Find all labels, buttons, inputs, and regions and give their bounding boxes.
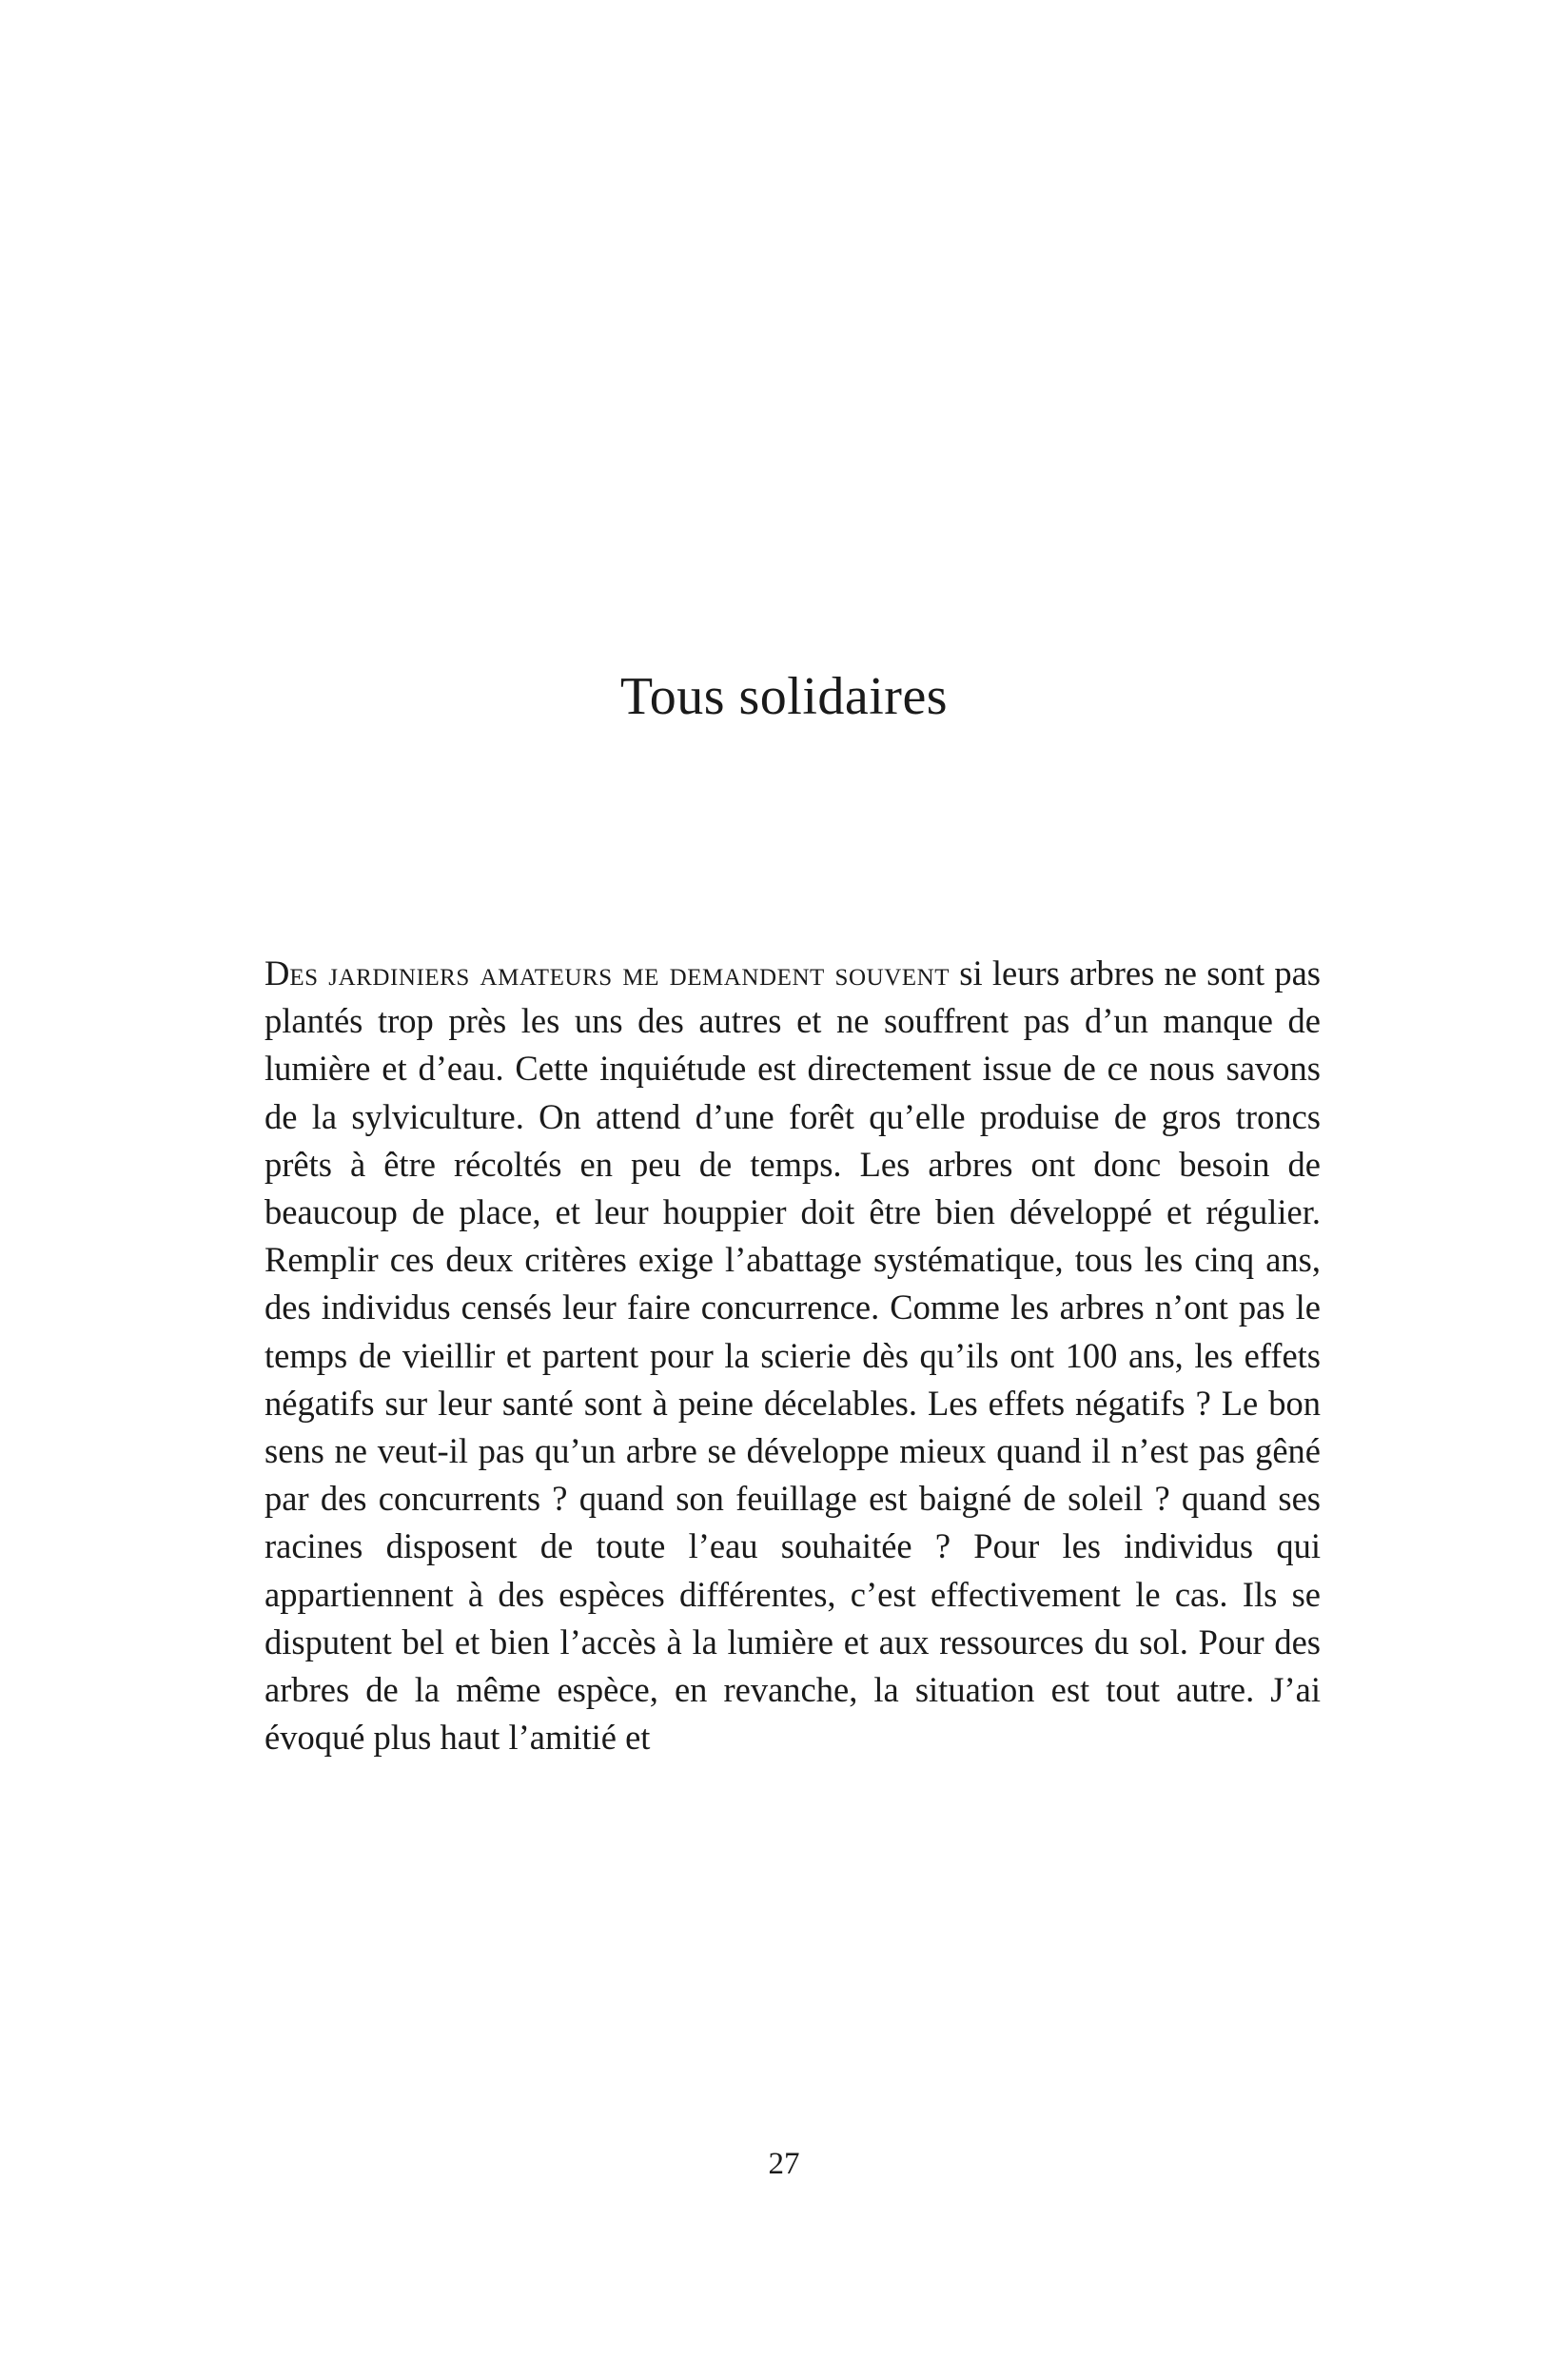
page-number: 27 — [768, 2147, 800, 2181]
body-text-block — [265, 950, 1321, 1761]
opening-small-caps-run: es jardiniers amateurs me demandent souvent — [289, 954, 951, 993]
opening-capital: D — [265, 954, 290, 993]
opening-paragraph — [265, 950, 1321, 1761]
paragraph-body-text: si leurs arbres ne sont pas plantés trop près les uns des autres et ne souffrent pas d’un manque de lumière et d’eau. Cette inquiétude est directement issue de ce nous savons de la sylviculture. On attend d’une forêt qu’elle produise de gros troncs prêts à être récoltés en peu de temps. Les arbres ont donc besoin de beaucoup de place, et leur houppier doit être bien développé et régulier. Remplir ces deux critères exige l’abattage systématique, tous les cinq ans, des individus censés leur faire concurrence. Comme les arbres n’ont pas le temps de vieillir et partent pour la scierie dès qu’ils ont 100 ans, les effets négatifs sur leur santé sont à peine décelables. Les effets négatifs ? Le bon sens ne veut-il pas qu’un arbre se développe mieux quand il n’est pas gêné par des concurrents ? quand son feuillage est baigné de soleil ? quand ses racines disposent de toute l’eau souhaitée ? Pour les individus qui appartiennent à des espèces différentes, c’est effectivement le cas. Ils se disputent bel et bien l’accès à la lumière et aux ressources du sol. Pour des arbres de la même espèce, en revanche, la situation est tout autre. J’ai évoqué plus haut l’amitié et — [265, 954, 1321, 1758]
page-title: Tous solidaires — [619, 667, 949, 726]
